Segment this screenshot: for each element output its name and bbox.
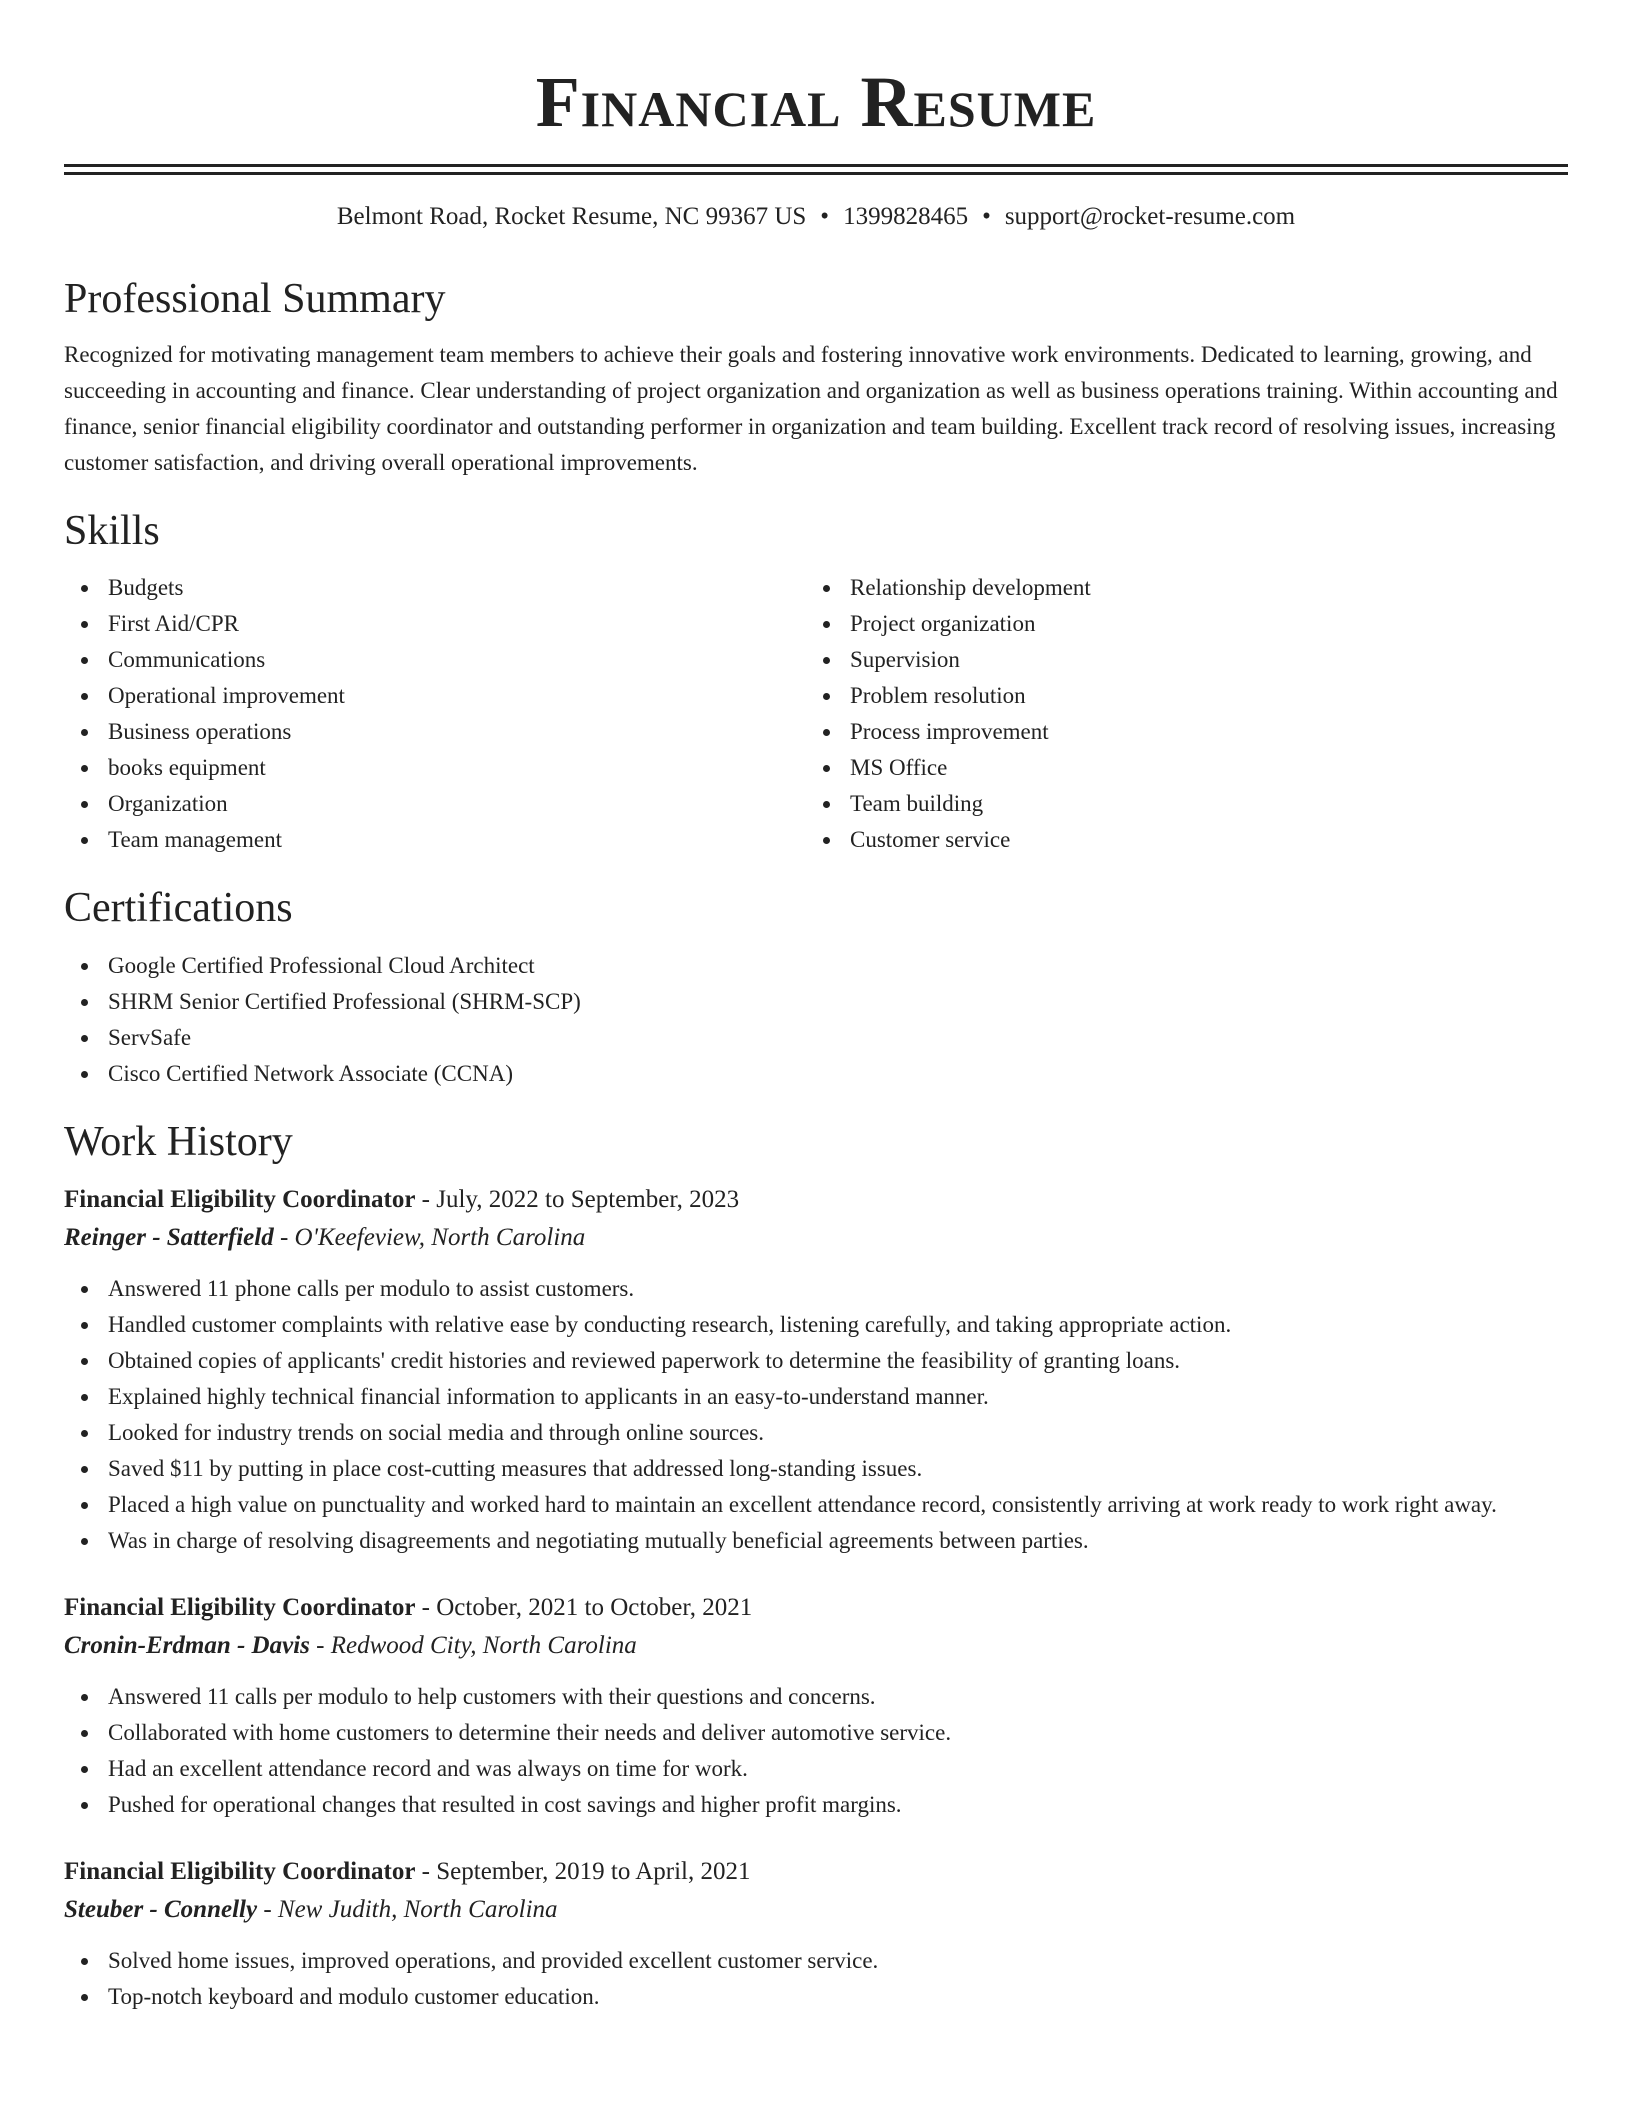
certification-item: Google Certified Professional Cloud Architect — [108, 948, 1568, 984]
skills-heading: Skills — [64, 508, 160, 554]
skill-item: Business operations — [108, 714, 806, 750]
contact-email: support@rocket-resume.com — [1004, 203, 1296, 230]
job-bullet: Obtained copies of applicants' credit histories and reviewed paperwork to determine the feasibility of granting loans. — [108, 1343, 1568, 1379]
job-title: Financial Eligibility Coordinator — [64, 1186, 416, 1213]
job-company: Steuber - Connelly — [64, 1896, 258, 1923]
summary-section — [64, 274, 1568, 481]
job-bullet: Looked for industry trends on social media and through online sources. — [108, 1415, 1568, 1451]
skill-item: Project organization — [850, 606, 1548, 642]
skill-item: MS Office — [850, 750, 1548, 786]
job-bullet: Answered 11 calls per modulo to help customers with their questions and concerns. — [108, 1679, 1568, 1715]
job-company: Reinger - Satterfield — [64, 1224, 274, 1251]
work-history-section — [64, 1117, 1568, 2015]
job-title-line — [64, 1853, 1568, 1891]
job-bullet: Solved home issues, improved operations, and provided excellent customer service. — [108, 1943, 1568, 1979]
skills-list-right — [806, 570, 1548, 858]
skill-item: Communications — [108, 642, 806, 678]
job-location: - O'Keefeview, North Carolina — [273, 1224, 586, 1251]
job-location: - New Judith, North Carolina — [257, 1896, 558, 1923]
skill-item: Team building — [850, 786, 1548, 822]
certification-item: ServSafe — [108, 1020, 1568, 1056]
job-bullet: Had an excellent attendance record and was always on time for work. — [108, 1751, 1568, 1787]
title-divider — [64, 164, 1568, 175]
job-bullet: Was in charge of resolving disagreements and negotiating mutually beneficial agreements between parties. — [108, 1523, 1568, 1559]
contact-separator: • — [820, 203, 830, 230]
job-bullet: Handled customer complaints with relative ease by conducting research, listening carefully, and taking appropriate action. — [108, 1307, 1568, 1343]
job-title-line — [64, 1589, 1568, 1627]
resume-title: Financial Resume — [535, 62, 1097, 142]
skill-item: Customer service — [850, 822, 1548, 858]
certifications-heading: Certifications — [64, 885, 293, 931]
skills-column-left — [64, 570, 806, 858]
job-entry — [64, 1181, 1568, 1559]
job-bullet: Placed a high value on punctuality and worked hard to maintain an excellent attendance record, consistently arriving at work ready to work right away. — [108, 1487, 1568, 1523]
job-title-line — [64, 1181, 1568, 1219]
contact-separator: • — [982, 203, 991, 230]
skill-item: Process improvement — [850, 714, 1548, 750]
job-dates: - July, 2022 to September, 2023 — [415, 1186, 740, 1213]
work-history-heading: Work History — [64, 1119, 293, 1165]
resume-page — [64, 0, 1568, 2015]
certifications-section — [64, 883, 1568, 1092]
job-entry — [64, 1589, 1568, 1823]
skills-list-left — [64, 570, 806, 858]
certification-item: Cisco Certified Network Associate (CCNA) — [108, 1056, 1568, 1092]
job-title: Financial Eligibility Coordinator — [64, 1858, 416, 1885]
contact-address: Belmont Road, Rocket Resume, NC 99367 US — [336, 203, 807, 230]
job-bullets — [64, 1679, 1568, 1823]
job-bullets — [64, 1943, 1568, 2015]
skill-item: Budgets — [108, 570, 806, 606]
skill-item: Team management — [108, 822, 806, 858]
job-title: Financial Eligibility Coordinator — [64, 1594, 416, 1621]
skills-columns — [64, 570, 1568, 858]
skill-item: Supervision — [850, 642, 1548, 678]
contact-phone: 1399828465 — [843, 203, 969, 230]
job-entry — [64, 1853, 1568, 2015]
job-bullet: Answered 11 phone calls per modulo to assist customers. — [108, 1271, 1568, 1307]
skills-section — [64, 506, 1568, 858]
job-bullet: Pushed for operational changes that resulted in cost savings and higher profit margins. — [108, 1787, 1568, 1823]
job-bullet: Collaborated with home customers to determine their needs and deliver automotive service. — [108, 1715, 1568, 1751]
skill-item: Organization — [108, 786, 806, 822]
job-location: - Redwood City, North Carolina — [309, 1632, 637, 1659]
job-bullet: Saved $11 by putting in place cost-cutting measures that addressed long-standing issues. — [108, 1451, 1568, 1487]
summary-text: Recognized for motivating management team members to achieve their goals and fostering innovative work environments. Dedicated to learning, growing, and succeeding in accounting and finance. Clear understanding of project organization and organization as well as business operations training. Within accounting and finance, senior financial eligibility coordinator and outstanding performer in organization and team building. Excellent track record of resolving issues, increasing customer satisfaction, and driving overall operational improvements. — [64, 342, 1558, 475]
summary-heading: Professional Summary — [64, 276, 446, 322]
skill-item: First Aid/CPR — [108, 606, 806, 642]
job-company-line — [64, 1891, 1568, 1929]
contact-line — [64, 200, 1568, 234]
skills-column-right — [806, 570, 1548, 858]
certifications-list — [64, 948, 1568, 1092]
job-bullet: Explained highly technical financial information to applicants in an easy-to-understand manner. — [108, 1379, 1568, 1415]
job-company: Cronin-Erdman - Davis — [64, 1632, 310, 1659]
job-company-line — [64, 1219, 1568, 1257]
job-dates: - October, 2021 to October, 2021 — [415, 1594, 753, 1621]
skill-item: Operational improvement — [108, 678, 806, 714]
skill-item: Relationship development — [850, 570, 1548, 606]
job-company-line — [64, 1627, 1568, 1665]
job-dates: - September, 2019 to April, 2021 — [415, 1858, 751, 1885]
skill-item: books equipment — [108, 750, 806, 786]
skill-item: Problem resolution — [850, 678, 1548, 714]
job-bullet: Top-notch keyboard and modulo customer education. — [108, 1979, 1568, 2015]
certification-item: SHRM Senior Certified Professional (SHRM-SCP) — [108, 984, 1568, 1020]
job-bullets — [64, 1271, 1568, 1559]
